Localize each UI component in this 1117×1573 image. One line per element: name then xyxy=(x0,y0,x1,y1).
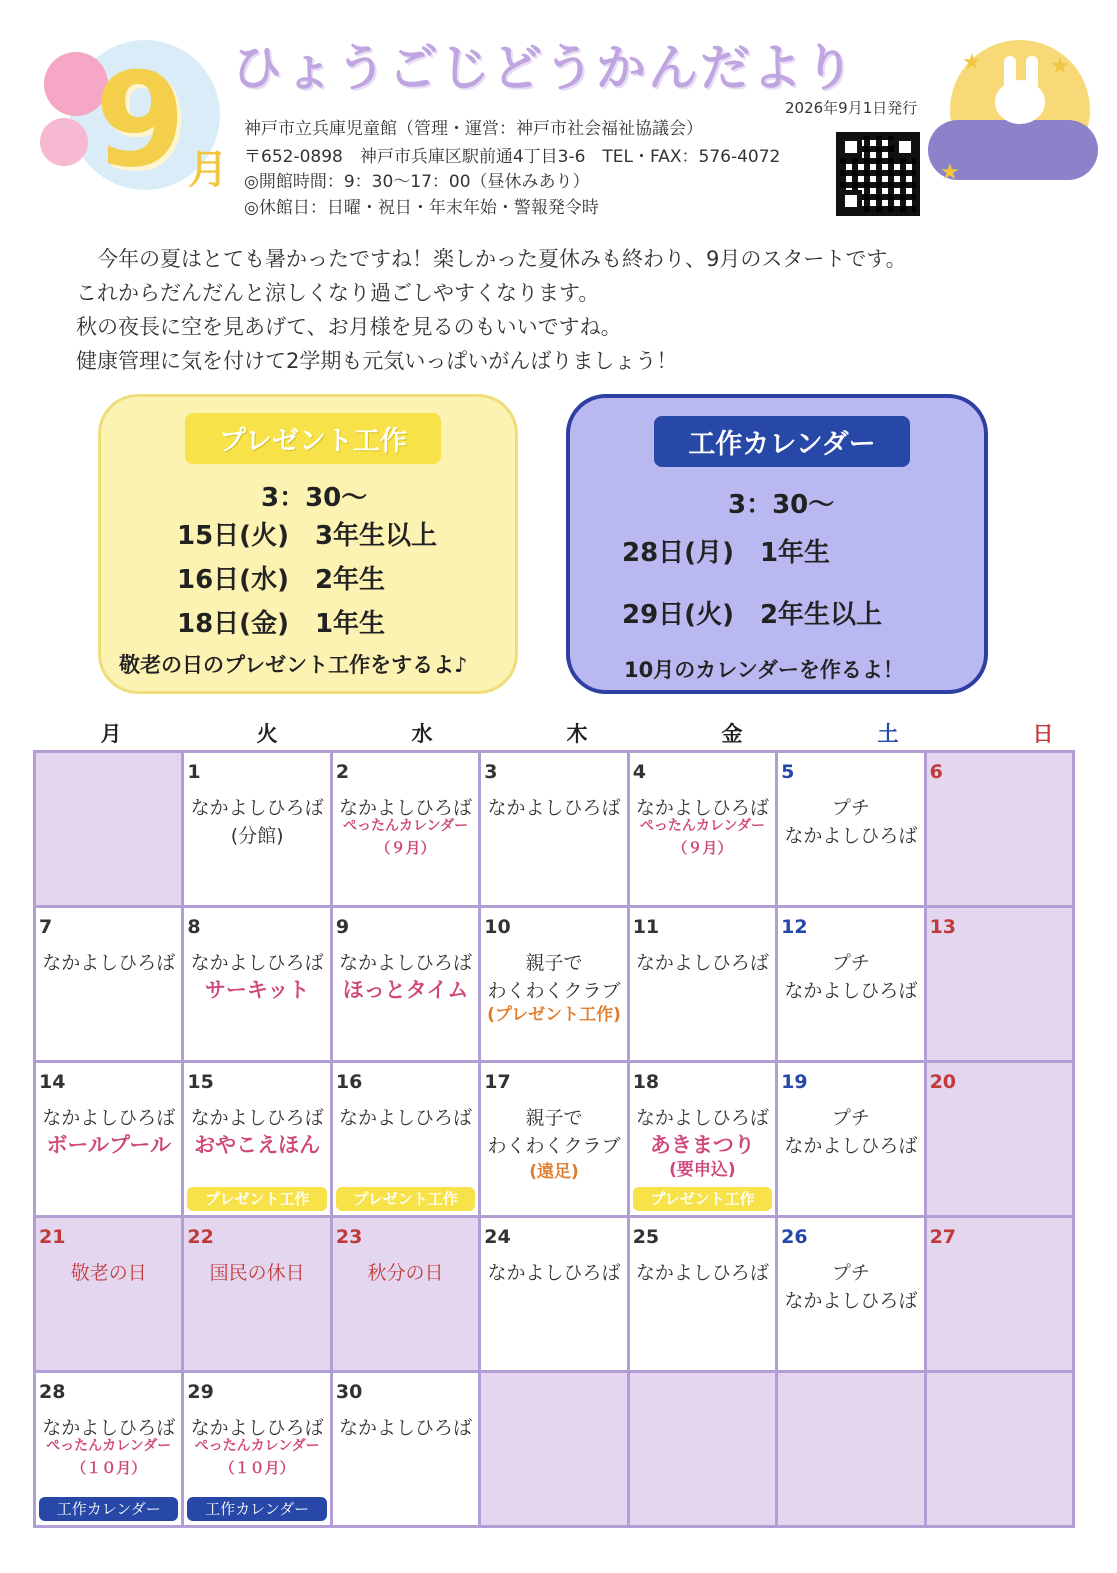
calendar-day-cell[interactable] xyxy=(630,753,775,905)
calendar-day-cell[interactable] xyxy=(36,753,181,905)
day-number: 2 xyxy=(335,761,350,783)
day-number: 16 xyxy=(335,1071,363,1093)
calendar-day-cell[interactable] xyxy=(630,1373,775,1525)
event-sub: ぺったんカレンダー xyxy=(194,1438,320,1454)
event-text: なかよしひろば xyxy=(784,1135,918,1157)
event-sub: ぺったんカレンダー xyxy=(46,1438,172,1454)
intro-line: これからだんだんと涼しくなり過ごしやすくなります。 xyxy=(76,281,600,305)
intro-line: 健康管理に気を付けて2学期も元気いっぱいがんばりましょう！ xyxy=(76,349,678,373)
day-number: 29 xyxy=(187,1381,214,1403)
month-number: 9 xyxy=(95,44,186,196)
event-text: 親子で xyxy=(525,952,583,974)
calendar-day-cell[interactable] xyxy=(36,1218,181,1370)
event-sub: （１０月） xyxy=(219,1459,295,1477)
event-text: なかよしひろば xyxy=(635,952,769,974)
day-number: 1 xyxy=(187,761,201,783)
event-text: プチ xyxy=(831,1107,870,1129)
event-sub: （１０月） xyxy=(71,1459,147,1477)
month-unit: 月 xyxy=(188,147,228,193)
issue-date: 2026年9月1日発行 xyxy=(785,99,918,117)
calendar-grid xyxy=(33,750,1075,1528)
craft-calendar-row: 29日(火) 2年生以上 xyxy=(622,600,883,630)
event-text: なかよしひろば xyxy=(635,1107,769,1129)
calendar-day-cell[interactable] xyxy=(36,908,181,1060)
weekday-mon: 月 xyxy=(100,722,122,746)
event-note: (遠足) xyxy=(529,1162,579,1182)
present-craft-note: 敬老の日のプレゼント工作をするよ♪ xyxy=(119,653,468,677)
event-text: なかよしひろば xyxy=(42,952,176,974)
event-sub: ぺったんカレンダー xyxy=(343,818,469,834)
event-text: なかよしひろば xyxy=(42,1107,176,1129)
calendar-day-cell[interactable] xyxy=(184,908,329,1060)
weekday-fri: 金 xyxy=(721,722,743,746)
intro-line: 今年の夏はとても暑かったですね！楽しかった夏休みも終わり、9月のスタートです。 xyxy=(76,247,907,271)
calendar-day-cell[interactable] xyxy=(184,1218,329,1370)
craft-calendar-label: 工作カレンダー xyxy=(654,416,910,467)
day-number: 28 xyxy=(39,1381,66,1403)
calendar-day-cell[interactable] xyxy=(630,1063,775,1215)
calendar-day-cell[interactable] xyxy=(481,1218,626,1370)
calendar-day-cell[interactable] xyxy=(778,753,923,905)
info-line: 神戸市立兵庫児童館（管理・運営：神戸市社会福祉協議会） xyxy=(244,119,703,139)
day-number: 21 xyxy=(39,1226,66,1248)
event-highlight: サーキット xyxy=(204,978,310,1002)
cosmos-flower-icon xyxy=(40,118,88,166)
calendar-day-cell[interactable] xyxy=(778,1373,923,1525)
calendar-day-cell[interactable] xyxy=(333,753,478,905)
weekday-sat: 土 xyxy=(877,722,899,746)
calendar-day-cell[interactable] xyxy=(927,1373,1072,1525)
holiday-name: 秋分の日 xyxy=(367,1262,444,1284)
bunny-icon xyxy=(995,80,1045,124)
day-number: 23 xyxy=(335,1226,363,1248)
event-sub: ぺったんカレンダー xyxy=(639,818,765,834)
calendar-day-cell[interactable] xyxy=(778,908,923,1060)
event-text: プチ xyxy=(831,952,870,974)
day-number: 13 xyxy=(929,916,957,938)
calendar-day-cell[interactable] xyxy=(481,1373,626,1525)
day-number: 25 xyxy=(632,1226,660,1248)
day-number: 19 xyxy=(781,1071,808,1093)
calendar-day-cell[interactable] xyxy=(927,1218,1072,1370)
day-number: 14 xyxy=(39,1071,66,1093)
day-number: 3 xyxy=(484,761,498,783)
event-text: なかよしひろば xyxy=(784,825,918,847)
calendar-day-cell[interactable] xyxy=(630,908,775,1060)
day-number: 27 xyxy=(929,1226,957,1248)
day-number: 15 xyxy=(187,1071,214,1093)
craft-calendar-tag: 工作カレンダー xyxy=(39,1497,178,1521)
event-text: 親子で xyxy=(525,1107,583,1129)
present-craft-row: 15日(火) 3年生以上 xyxy=(177,521,438,551)
day-number: 22 xyxy=(187,1226,214,1248)
weekday-tue: 火 xyxy=(256,722,278,746)
weekday-thu: 木 xyxy=(566,722,588,746)
day-number: 12 xyxy=(781,916,808,938)
calendar-day-cell[interactable] xyxy=(36,1373,181,1525)
day-number: 9 xyxy=(335,916,350,938)
present-craft-row: 18日(金) 1年生 xyxy=(177,609,386,639)
calendar-day-cell[interactable] xyxy=(184,1373,329,1525)
event-highlight: おやこえほん xyxy=(194,1133,321,1157)
event-sub: （９月） xyxy=(672,839,733,857)
craft-calendar-row: 28日(月) 1年生 xyxy=(622,538,831,568)
day-number: 26 xyxy=(781,1226,808,1248)
calendar-day-cell[interactable] xyxy=(333,1063,478,1215)
calendar-day-cell[interactable] xyxy=(630,1218,775,1370)
event-text: わくわくクラブ xyxy=(487,1135,621,1157)
present-craft-time: 3：30～ xyxy=(261,483,368,513)
present-craft-tag: プレゼント工作 xyxy=(187,1187,326,1211)
event-text: なかよしひろば xyxy=(487,1262,621,1284)
event-text: なかよしひろば xyxy=(339,797,473,819)
newsletter-title: ひょうごじどうかんだより xyxy=(232,39,856,97)
event-sub: （９月） xyxy=(375,839,436,857)
event-text: なかよしひろば xyxy=(190,1417,324,1439)
day-number: 7 xyxy=(39,916,53,938)
event-text: なかよしひろば xyxy=(339,952,473,974)
calendar-day-cell[interactable] xyxy=(481,753,626,905)
craft-calendar-box xyxy=(566,394,988,694)
holiday-name: 敬老の日 xyxy=(70,1262,147,1284)
present-craft-row: 16日(水) 2年生 xyxy=(177,565,386,595)
event-note: (要申込) xyxy=(669,1160,736,1180)
day-number: 11 xyxy=(632,916,660,938)
qr-code-icon[interactable] xyxy=(836,132,920,216)
event-highlight: ほっとタイム xyxy=(342,978,469,1002)
star-icon: ★ xyxy=(1050,54,1070,79)
event-text: わくわくクラブ xyxy=(487,980,621,1002)
craft-calendar-note: 10月のカレンダーを作るよ！ xyxy=(624,658,904,682)
event-text: なかよしひろば xyxy=(339,1107,473,1129)
calendar-day-cell[interactable] xyxy=(333,1218,478,1370)
calendar-day-cell[interactable] xyxy=(481,908,626,1060)
day-number: 10 xyxy=(484,916,511,938)
present-craft-label: プレゼント工作 xyxy=(185,413,441,464)
weekday-sun: 日 xyxy=(1032,722,1054,746)
star-icon: ★ xyxy=(940,160,960,185)
event-text: プチ xyxy=(831,1262,870,1284)
event-text: なかよしひろば xyxy=(190,1107,324,1129)
event-text: なかよしひろば xyxy=(42,1417,176,1439)
calendar-day-cell[interactable] xyxy=(333,908,478,1060)
info-line: ◎休館日：日曜・祝日・年末年始・警報発令時 xyxy=(244,198,599,218)
event-note: (プレゼント工作) xyxy=(487,1005,621,1025)
calendar-day-cell[interactable] xyxy=(184,1063,329,1215)
event-text: なかよしひろば xyxy=(784,1290,918,1312)
event-text: なかよしひろば xyxy=(487,797,621,819)
event-highlight: ボールプール xyxy=(46,1133,171,1157)
day-number: 4 xyxy=(632,761,646,783)
day-number: 8 xyxy=(187,916,201,938)
event-text: プチ xyxy=(831,797,870,819)
calendar-day-cell[interactable] xyxy=(778,1063,923,1215)
calendar-day-cell[interactable] xyxy=(778,1218,923,1370)
event-text: なかよしひろば xyxy=(339,1417,473,1439)
day-number: 18 xyxy=(632,1071,660,1093)
calendar-day-cell[interactable] xyxy=(36,1063,181,1215)
calendar-day-cell[interactable] xyxy=(927,1063,1072,1215)
present-craft-tag: プレゼント工作 xyxy=(633,1187,772,1211)
calendar-day-cell[interactable] xyxy=(927,908,1072,1060)
present-craft-tag: プレゼント工作 xyxy=(336,1187,475,1211)
intro-line: 秋の夜長に空を見あげて、お月様を見るのもいいですね。 xyxy=(76,315,622,339)
day-number: 6 xyxy=(929,761,943,783)
event-text: (分館) xyxy=(230,825,284,847)
event-text: なかよしひろば xyxy=(190,952,324,974)
calendar-day-cell[interactable] xyxy=(927,753,1072,905)
holiday-name: 国民の休日 xyxy=(209,1262,305,1284)
calendar-day-cell[interactable] xyxy=(184,753,329,905)
event-text: なかよしひろば xyxy=(190,797,324,819)
day-number: 30 xyxy=(335,1381,363,1403)
info-line: 〒652-0898 神戸市兵庫区駅前通4丁目3-6 TEL・FAX：576-4072 xyxy=(244,147,781,167)
event-highlight: あきまつり xyxy=(649,1133,755,1157)
craft-calendar-tag: 工作カレンダー xyxy=(187,1497,326,1521)
day-number: 17 xyxy=(484,1071,511,1093)
day-number: 20 xyxy=(929,1071,957,1093)
calendar-day-cell[interactable] xyxy=(481,1063,626,1215)
event-text: なかよしひろば xyxy=(635,797,769,819)
event-text: なかよしひろば xyxy=(784,980,918,1002)
present-craft-box xyxy=(98,394,518,694)
day-number: 24 xyxy=(484,1226,511,1248)
craft-calendar-time: 3：30～ xyxy=(728,490,835,520)
day-number: 5 xyxy=(781,761,795,783)
weekday-wed: 水 xyxy=(411,722,433,746)
info-line: ◎開館時間：9：30～17：00（昼休みあり） xyxy=(244,172,590,192)
calendar-day-cell[interactable] xyxy=(333,1373,478,1525)
event-text: なかよしひろば xyxy=(635,1262,769,1284)
star-icon: ★ xyxy=(962,50,982,75)
intro-text xyxy=(76,242,1056,378)
